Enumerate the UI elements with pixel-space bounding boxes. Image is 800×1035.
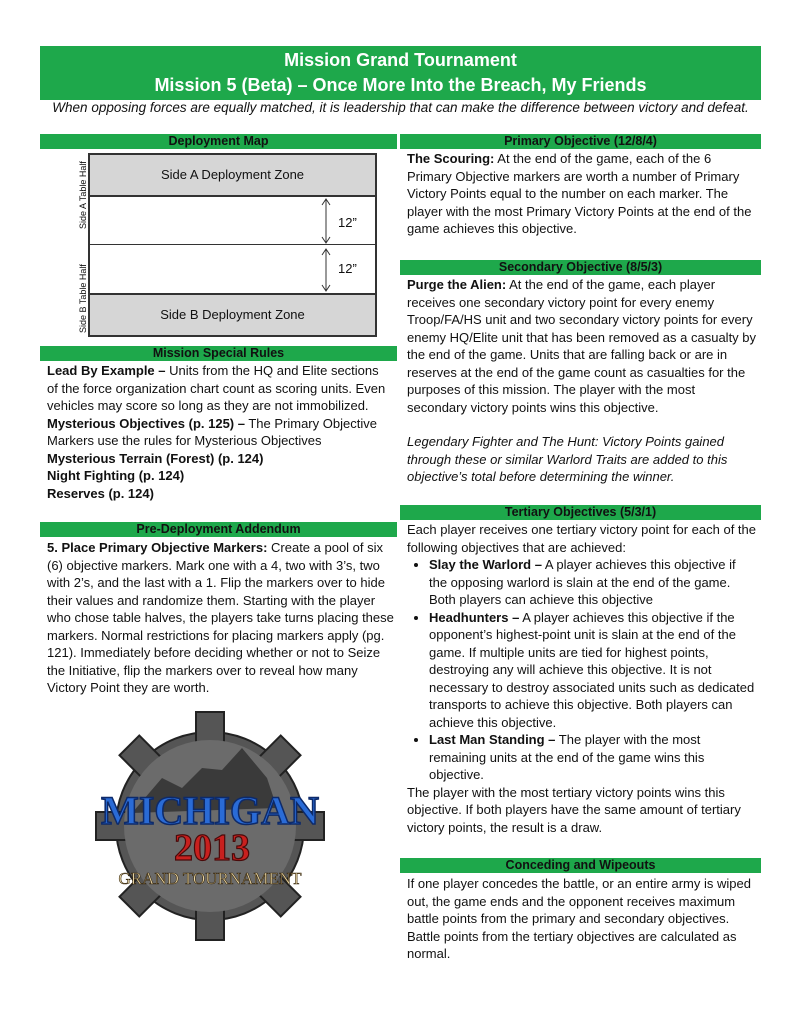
- rule-mysterious-objectives: Mysterious Objectives (p. 125) –: [47, 415, 245, 431]
- rule-mysterious-terrain: Mysterious Terrain (Forest) (p. 124): [47, 450, 264, 466]
- mission-flavor-text: When opposing forces are equally matched, it is leadership that can make the difference between victory and defeat.: [52, 100, 749, 115]
- side-a-deployment-zone: Side A Deployment Zone: [88, 153, 377, 197]
- michigan-gt-logo: [92, 708, 328, 944]
- special-rules-text: Lead By Example – Units from the HQ and Elite sections of the force organization chart count as scoring units. Even vehicles may score so long as they are not immobilized. Mysterious Objectives (p. 125) – The Primary Objective Markers use the rules for Mysterious Objectives Mysterious Terrain (Forest) (p. 124) Night Fighting (p. 124) Reserves (p. 124): [47, 363, 386, 501]
- secondary-note: Legendary Fighter and The Hunt: Victory Points gained through these or similar Warlord Traits are added to this objective’s total before determining the winner.: [407, 434, 728, 484]
- banner-title: Mission Grand Tournament: [284, 50, 517, 70]
- secondary-objective-text: Purge the Alien: At the end of the game, each player receives one secondary victory point for every enemy Troop/FA/HS unit and two secondary victory points for every enemy HQ/Elite unit that has been removed as a casualty by the end of the game. Units that are falling back or are in reserves at the end of the game count as casualties for the purposes of this mission. The player with the most secondary victory points wins this objective. Legendary Fighter and The Hunt: Victory Points gained through these or similar Warlord Traits are added to this objective’s total before determining the winner.: [407, 277, 757, 484]
- mission-banner: [40, 46, 761, 100]
- logo-year: 2013: [174, 827, 250, 869]
- primary-objective-header: Primary Objective (12/8/4): [400, 134, 761, 149]
- deployment-map: [78, 153, 377, 338]
- distance-label-a: 12”: [338, 215, 357, 230]
- distance-label-b: 12”: [338, 261, 357, 276]
- secondary-objective-header: Secondary Objective (8/5/3): [400, 260, 761, 275]
- tertiary-objectives-text: Each player receives one tertiary victory point for each of the following objectives that are achieved: • Slay the Warlord – A player achieves this objective if the opposing warlord is slain at the end of the game. Both players can achieve this objective • Headhunters – A player achieves this objective if the opponent’s highest-point unit is slain at the end of the game. If multiple units are tied for highest points, destroying any will achieve this objective. It is not necessary to destroy associated units such as dedicated transports to achieve this objective. Both players can achieve this objective. • Last Man Standing – The player with the most remaining units at the end of the game wins this objective. The player with the most tertiary victory points wins this objective. If both players have the same amount of tertiary victory points, the result is a draw.: [407, 521, 757, 836]
- tertiary-item-slay-the-warlord: • Slay the Warlord – A player achieves this objective if the opposing warlord is slain at the end of the game. Both players can achieve this objective: [429, 556, 757, 609]
- side-a-label: Side A Table Half: [78, 161, 88, 229]
- rule-lead-by-example: Lead By Example –: [47, 363, 166, 378]
- pre-deployment-header: Pre-Deployment Addendum: [40, 522, 397, 537]
- side-b-label: Side B Table Half: [78, 264, 88, 333]
- map-arrows: [88, 153, 377, 338]
- rule-night-fighting: Night Fighting (p. 124): [47, 468, 185, 483]
- deployment-map-header: Deployment Map: [40, 134, 397, 149]
- logo-grand-tournament: GRAND TOURNAMENT: [118, 869, 302, 888]
- pre-deployment-text: 5. Place Primary Objective Markers: Create a pool of six (6) objective markers. Mark one with a 4, two with 3’s, two with 2’s, and the last with a 1. Flip the markers over to hide their values and randomize them. Starting with the player who chose table halves, the players take turns placing these markers. Normal restrictions for placing markers apply (pg. 121). Immediately before deciding whether or not to Seize the Initiative, flip the markers over to reveal how many Victory Point they are worth.: [47, 540, 394, 695]
- side-b-deployment-zone: Side B Deployment Zone: [88, 293, 377, 337]
- banner-mission-title: Mission 5 (Beta) – Once More Into the Breach, My Friends: [154, 75, 647, 95]
- mission-special-rules-header: Mission Special Rules: [40, 346, 397, 361]
- conceding-header: Conceding and Wipeouts: [400, 858, 761, 873]
- logo-michigan: MICHIGAN: [101, 788, 319, 833]
- tertiary-list: [407, 556, 757, 784]
- primary-objective-text: The Scouring: At the end of the game, each of the 6 Primary Objective markers are worth a number of Primary Victory Points equal to the number on each marker. The player with the most Primary Victory Points at the end of the game achieves this objective.: [407, 151, 752, 236]
- tertiary-objectives-header: Tertiary Objectives (5/3/1): [400, 505, 761, 520]
- tertiary-item-headhunters: • Headhunters – A player achieves this objective if the opponent’s highest-point unit is slain at the end of the game. If multiple units are tied for highest points, destroying any will achieve this objective. It is not necessary to destroy associated units such as dedicated transports to achieve this objective. Both players can achieve this objective.: [429, 609, 757, 732]
- tertiary-item-last-man-standing: • Last Man Standing – The player with the most remaining units at the end of the game wins this objective.: [429, 731, 757, 784]
- rule-reserves: Reserves (p. 124): [47, 485, 154, 501]
- conceding-text: If one player concedes the battle, or an entire army is wiped out, the game ends and the opponent receives maximum battle points from the primary and secondary objectives. Battle points from the tertiary objectives are calculated as normal.: [407, 876, 751, 961]
